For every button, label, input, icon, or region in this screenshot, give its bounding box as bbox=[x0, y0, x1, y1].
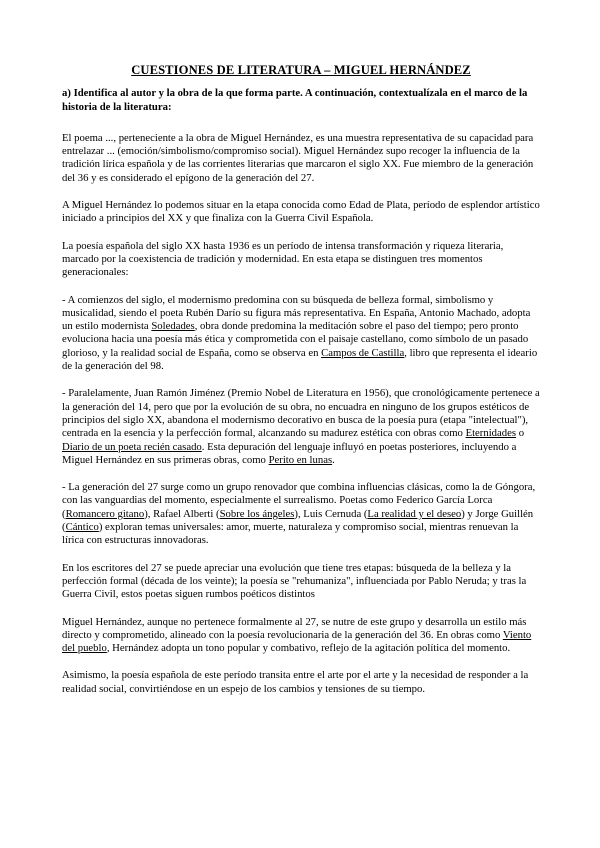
paragraph-conclusion: Asimismo, la poesía española de este período transita entre el arte por el arte y la necesidad de responder a la realidad social, convirtiéndose en un espejo de los cambios y tensiones de su tiempo. bbox=[62, 669, 529, 695]
text-span: , Hernández adopta un tono popular y combativo, reflejo de la agitación política del momento. bbox=[106, 642, 511, 655]
paragraph-etapas-27: En los escritores del 27 se puede apreciar una evolución que tiene tres etapas: búsqueda de la belleza y la perfección formal (década de los veinte); la poesía se "rehumaniza", influenciada por Pablo Neruda; y tras la Guerra Civil, estos poetas siguen rumbos poéticos distintos bbox=[62, 561, 527, 601]
paragraph-edad-de-plata: A Miguel Hernández lo podemos situar en la etapa conocida como Edad de Plata, período de esplendor artístico iniciado a principios del XX y que finaliza con la Guerra Civil Española. bbox=[62, 199, 540, 225]
text-span: - A comienzos del siglo, el modernismo predomina con su búsqueda de belleza formal, simbolismo y musicalidad, siendo el poeta Rubén Darío su figura más representativa. En España, Antonio Machado, adopta un estilo modernista bbox=[62, 293, 531, 333]
text-span: Miguel Hernández, aunque no pertenece formalmente al 27, se nutre de este grupo y desarrolla un estilo más directo y comprometido, alineado con la poesía revolucionaria de la generación del 36. En obras como bbox=[62, 615, 527, 641]
text-span: ) y Jorge Guillén ( bbox=[62, 507, 534, 534]
document-page bbox=[62, 64, 540, 710]
text-span: . Esta depuración del lenguaje influyó en poetas posteriores, incluyendo a Miguel Hernández en sus primeras obras, como bbox=[62, 440, 517, 466]
text-span: ), Rafael Alberti ( bbox=[144, 507, 220, 520]
work-title-cantico: Cántico bbox=[65, 521, 99, 534]
work-title-perito-en-lunas: Perito en lunas bbox=[268, 453, 333, 466]
work-title-eternidades: Eternidades bbox=[465, 427, 517, 440]
text-span: , libro que representa el ideario de la generación del 98. bbox=[62, 346, 538, 373]
paragraph-modernismo bbox=[62, 294, 540, 374]
paragraph-intro: El poema ..., perteneciente a la obra de Miguel Hernández, es una muestra representativa de su capacidad para entrelazar ... (emoción/simbolismo/compromiso social). Miguel Hernández supo recoger la influencia de la tradición lírica española y de las corrientes literarias que marcaron el siglo XX. Fue miembro de la generación del 36 y es considerado el epígono de la generación del 27. bbox=[62, 131, 534, 184]
question-heading: a) Identifica al autor y la obra de la que forma parte. A continuación, contextualízala en el marco de la historia de la literatura: bbox=[62, 87, 528, 113]
text-span: - La generación del 27 surge como un grupo renovador que combina influencias clásicas, como la de Góngora, con las vanguardias del momento, especialmente el surrealismo. Poetas como Federico García Lorca ( bbox=[62, 481, 536, 520]
work-title-campos-de-castilla: Campos de Castilla bbox=[321, 346, 405, 359]
text-span: o bbox=[516, 427, 525, 440]
text-span: - Paralelamente, Juan Ramón Jiménez (Premio Nobel de Literatura en 1956), que cronológicamente pertenece a la generación del 14, pero que por la evolución de su obra, no encuadra en ninguno de los grupos estéticos de principios del siglo XX, abandona el modernismo decorativo en busca de la poesía pura (etapa "intelectual"), centrada en la esencia y la perfección formal, alcanzando su madurez estética con obras como bbox=[62, 387, 540, 440]
text-span: ) exploran temas universales: amor, muerte, naturaleza y compromiso social, mientras renuevan la lírica con estructuras innovadoras. bbox=[62, 521, 519, 547]
work-title-romancero-gitano: Romancero gitano bbox=[65, 507, 145, 520]
paragraph-juan-ramon-jimenez bbox=[62, 387, 540, 467]
work-title-viento-del-pueblo: Viento del pueblo bbox=[62, 628, 532, 655]
work-title-soledades: Soledades bbox=[151, 320, 195, 333]
paragraph-poesia-siglo-xx: La poesía española del siglo XX hasta 1936 es un período de intensa transformación y riqueza literaria, marcado por la coexistencia de tradición y modernidad. En esta etapa se distinguen tres momentos generacionales: bbox=[62, 239, 504, 279]
work-title-diario: Diario de un poeta recién casado bbox=[62, 440, 202, 453]
work-title-la-realidad-y-el-deseo: La realidad y el deseo bbox=[367, 507, 462, 520]
document-title: CUESTIONES DE LITERATURA – MIGUEL HERNÁNDEZ bbox=[131, 63, 471, 77]
work-title-sobre-los-angeles: Sobre los ángeles bbox=[219, 507, 295, 520]
paragraph-generacion-27 bbox=[62, 481, 540, 547]
text-span: ), Luis Cernuda ( bbox=[294, 507, 368, 520]
text-span: , obra donde predomina la meditación sobre el paso del tiempo; pero pronto evoluciona hacia una poesía más ética y comprometida con el paisaje castellano, como símbolo de un pasado glorioso, y la realidad social de España, como se observa en bbox=[62, 320, 529, 359]
text-span: . bbox=[332, 453, 335, 466]
paragraph-miguel-hernandez bbox=[62, 616, 540, 656]
